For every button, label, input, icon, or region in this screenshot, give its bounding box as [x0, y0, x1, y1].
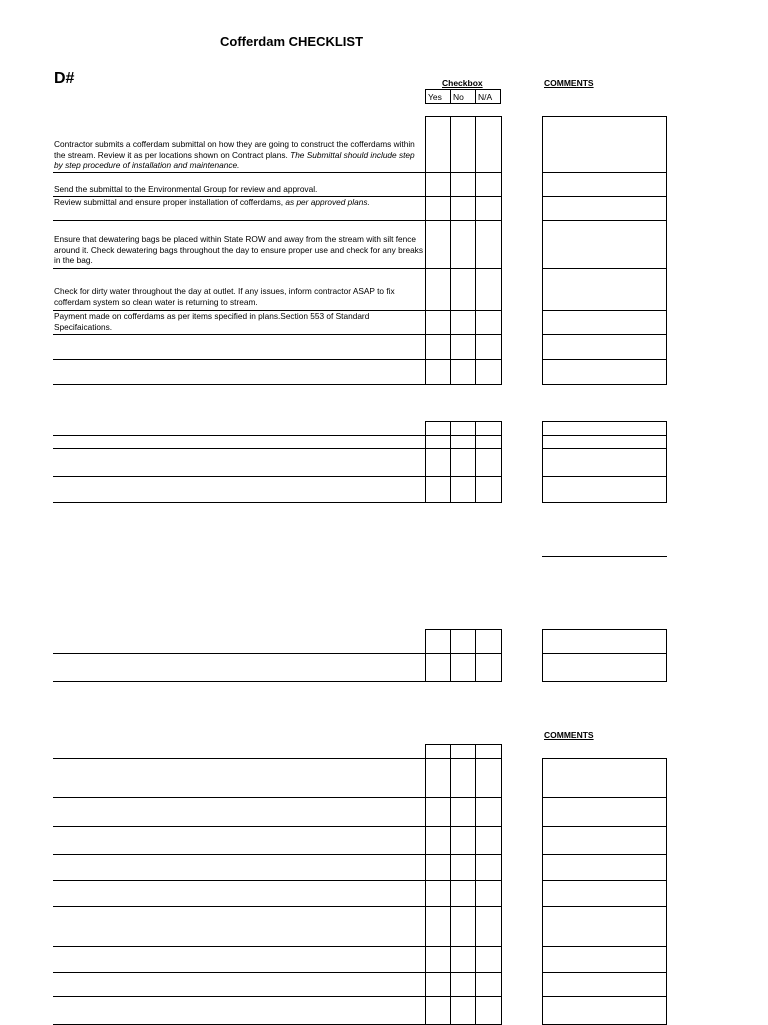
checkbox-header: Checkbox — [442, 78, 483, 88]
task-6 — [54, 311, 424, 332]
checkbox-no-44[interactable] — [450, 744, 476, 759]
checkbox-no-41[interactable] — [450, 653, 476, 682]
comment-box — [542, 116, 667, 173]
checkbox-yes-67[interactable] — [425, 972, 451, 997]
checkbox-yes-37[interactable] — [425, 629, 451, 654]
comment-box — [542, 854, 667, 881]
row-divider — [53, 448, 425, 449]
checkbox-yes-7[interactable] — [425, 196, 451, 221]
row-divider — [53, 797, 425, 798]
checkbox-na-51[interactable] — [475, 797, 502, 827]
row-divider — [53, 334, 425, 335]
checkbox-no-2[interactable] — [450, 116, 476, 173]
row-divider — [53, 880, 425, 881]
comment-box — [542, 421, 667, 436]
checkbox-no-26[interactable] — [450, 421, 476, 436]
checkbox-na-45[interactable] — [475, 744, 502, 759]
checkbox-yes-40[interactable] — [425, 653, 451, 682]
row-divider — [53, 220, 425, 221]
row-divider — [53, 946, 425, 947]
row-divider — [53, 972, 425, 973]
checkbox-no-71[interactable] — [450, 996, 476, 1025]
comment-box — [542, 972, 667, 997]
row-divider — [53, 681, 425, 682]
row-divider — [53, 268, 425, 269]
checkbox-yes-49[interactable] — [425, 797, 451, 827]
task-3-italic: as per approved plans. — [285, 197, 370, 207]
checkbox-no-5[interactable] — [450, 172, 476, 197]
column-header-na: N/A — [475, 89, 501, 104]
task-6-text: Payment made on cofferdams as per items specified in plans.Section 553 of Standard Specifaications. — [54, 311, 370, 332]
checkbox-na-63[interactable] — [475, 906, 502, 947]
column-header-yes: Yes — [425, 89, 450, 104]
comment-box — [542, 334, 667, 360]
checkbox-yes-64[interactable] — [425, 946, 451, 973]
comment-line — [542, 556, 667, 557]
comment-box — [542, 435, 667, 449]
checkbox-na-15[interactable] — [475, 268, 502, 311]
task-1-italic: The Submittal should include step by step procedure of installation and maintenance. — [54, 149, 415, 170]
row-divider — [53, 653, 425, 654]
checkbox-na-54[interactable] — [475, 826, 502, 855]
checkbox-no-38[interactable] — [450, 629, 476, 654]
comment-box — [542, 653, 667, 682]
comment-box — [542, 826, 667, 855]
checkbox-yes-43[interactable] — [425, 744, 451, 759]
checkbox-na-39[interactable] — [475, 629, 502, 654]
checkbox-yes-61[interactable] — [425, 906, 451, 947]
checkbox-na-36[interactable] — [475, 476, 502, 503]
checkbox-yes-13[interactable] — [425, 268, 451, 311]
checkbox-na-57[interactable] — [475, 854, 502, 881]
comment-box — [542, 906, 667, 947]
task-3-text: Review submittal and ensure proper installation of cofferdams, — [54, 197, 284, 207]
row-divider — [53, 906, 425, 907]
comment-box — [542, 946, 667, 973]
checkbox-na-66[interactable] — [475, 946, 502, 973]
row-divider — [53, 854, 425, 855]
checkbox-no-56[interactable] — [450, 854, 476, 881]
checkbox-no-8[interactable] — [450, 196, 476, 221]
comment-box — [542, 996, 667, 1025]
comment-box — [542, 880, 667, 907]
checkbox-yes-1[interactable] — [425, 116, 451, 173]
checkbox-no-59[interactable] — [450, 880, 476, 907]
checkbox-na-21[interactable] — [475, 334, 502, 360]
checkbox-na-9[interactable] — [475, 196, 502, 221]
checkbox-na-60[interactable] — [475, 880, 502, 907]
comments-header: COMMENTS — [544, 78, 594, 88]
comment-box — [542, 797, 667, 827]
checkbox-no-53[interactable] — [450, 826, 476, 855]
task-1-text: Contractor submits a cofferdam submittal on how they are going to construct the cofferdams within the stream. Review it as per locations shown on Contract plans. — [54, 139, 415, 160]
checkbox-yes-19[interactable] — [425, 334, 451, 360]
d-number-label: D# — [54, 70, 75, 87]
comment-box — [542, 758, 667, 798]
checkbox-yes-4[interactable] — [425, 172, 451, 197]
checkbox-no-68[interactable] — [450, 972, 476, 997]
row-divider — [53, 310, 425, 311]
checkbox-na-69[interactable] — [475, 972, 502, 997]
checkbox-na-24[interactable] — [475, 359, 502, 385]
checkbox-yes-55[interactable] — [425, 854, 451, 881]
checkbox-yes-28[interactable] — [425, 435, 451, 449]
checkbox-na-30[interactable] — [475, 435, 502, 449]
task-2-text: Send the submittal to the Environmental Group for review and approval. — [54, 184, 318, 194]
row-divider — [53, 359, 425, 360]
task-2 — [54, 184, 424, 195]
row-divider — [53, 502, 425, 503]
comment-box — [542, 172, 667, 197]
task-4-text: Ensure that dewatering bags be placed within State ROW and away from the stream with silt fence around it. Check dewatering bags throughout the day to ensure proper use and check for any breaks in the bag. — [54, 234, 423, 265]
comment-box — [542, 220, 667, 269]
row-divider — [53, 384, 425, 385]
row-divider — [53, 476, 425, 477]
checkbox-na-27[interactable] — [475, 421, 502, 436]
task-3 — [54, 197, 424, 208]
task-1 — [54, 139, 424, 171]
checkbox-yes-70[interactable] — [425, 996, 451, 1025]
comment-box — [542, 448, 667, 477]
comment-box — [542, 196, 667, 221]
checkbox-no-62[interactable] — [450, 906, 476, 947]
checkbox-no-65[interactable] — [450, 946, 476, 973]
checkbox-na-42[interactable] — [475, 653, 502, 682]
checkbox-yes-52[interactable] — [425, 826, 451, 855]
task-5-text: Check for dirty water throughout the day at outlet. If any issues, inform contractor ASAP to fix cofferdam system so clean water is returning to stream. — [54, 286, 395, 307]
comment-box — [542, 359, 667, 385]
page-title: Cofferdam CHECKLIST — [220, 34, 364, 49]
row-divider — [53, 826, 425, 827]
checkbox-yes-25[interactable] — [425, 421, 451, 436]
task-4 — [54, 234, 424, 266]
checkbox-yes-58[interactable] — [425, 880, 451, 907]
checkbox-na-33[interactable] — [475, 448, 502, 477]
row-divider — [53, 758, 425, 759]
checkbox-yes-10[interactable] — [425, 220, 451, 269]
row-divider — [53, 435, 425, 436]
row-divider — [53, 196, 425, 197]
checkbox-no-20[interactable] — [450, 334, 476, 360]
comment-box — [542, 629, 667, 654]
checkbox-no-29[interactable] — [450, 435, 476, 449]
row-divider — [53, 172, 425, 173]
checkbox-no-23[interactable] — [450, 359, 476, 385]
comment-box — [542, 268, 667, 311]
checkbox-no-47[interactable] — [450, 758, 476, 798]
checkbox-na-72[interactable] — [475, 996, 502, 1025]
row-divider — [53, 996, 425, 997]
checkbox-no-32[interactable] — [450, 448, 476, 477]
checkbox-yes-22[interactable] — [425, 359, 451, 385]
comment-box — [542, 310, 667, 335]
task-5 — [54, 286, 424, 307]
checkbox-yes-46[interactable] — [425, 758, 451, 798]
checkbox-no-17[interactable] — [450, 310, 476, 335]
checkbox-no-50[interactable] — [450, 797, 476, 827]
column-header-no: No — [450, 89, 475, 104]
checkbox-na-12[interactable] — [475, 220, 502, 269]
checkbox-na-3[interactable] — [475, 116, 502, 173]
checkbox-no-35[interactable] — [450, 476, 476, 503]
checkbox-no-11[interactable] — [450, 220, 476, 269]
checkbox-yes-34[interactable] — [425, 476, 451, 503]
checkbox-na-18[interactable] — [475, 310, 502, 335]
checkbox-no-14[interactable] — [450, 268, 476, 311]
checkbox-yes-16[interactable] — [425, 310, 451, 335]
checkbox-yes-31[interactable] — [425, 448, 451, 477]
comments-header-2: COMMENTS — [544, 730, 594, 740]
checkbox-na-48[interactable] — [475, 758, 502, 798]
checkbox-na-6[interactable] — [475, 172, 502, 197]
comment-box — [542, 476, 667, 503]
